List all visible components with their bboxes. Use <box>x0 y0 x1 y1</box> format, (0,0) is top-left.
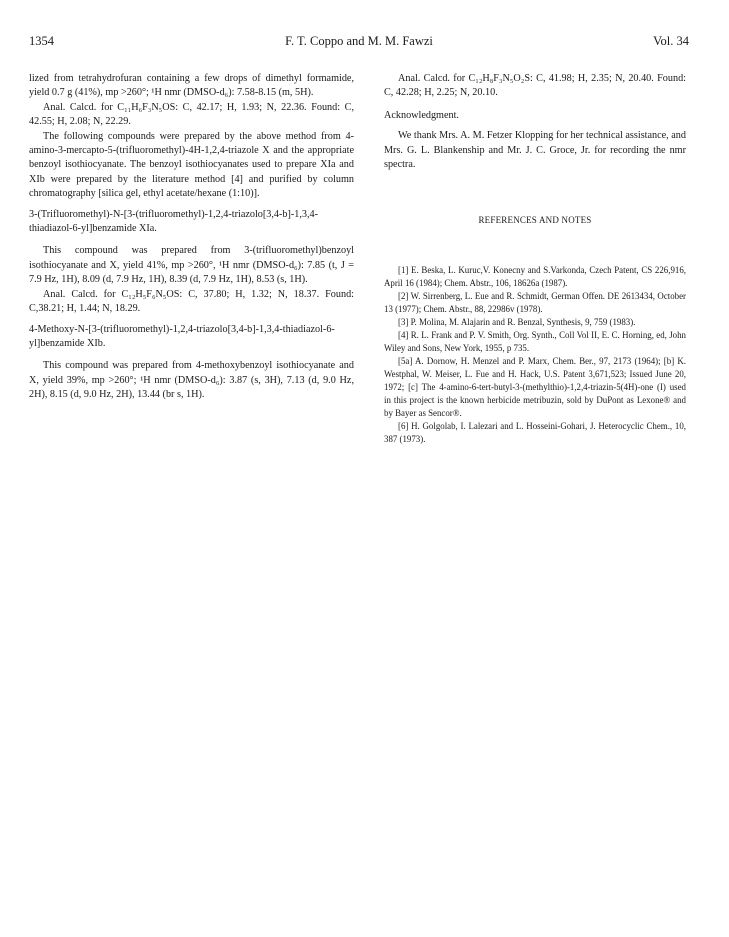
analysis-paragraph: Anal. Calcd. for C₁₁H₆F₃N₅OS: C, 42.17; H, 1.93; N, 22.36. Found: C, 42.55; H, 2.08; N, 22.29. <box>29 101 354 128</box>
paragraph: This compound was prepared from 3-(trifluoromethyl)benzoyl isothiocyanate and X, yield 41%, mp >260°, ¹H nmr (DMSO-d₆): 7.85 (t, J = 7.9 Hz, 1H), 8.09 (d, 7.9 Hz, 1H), 8.39 (d, 7.9 Hz, 1H), 8.53 (s, 1H). <box>29 245 354 286</box>
reference-item: [1] E. Beska, L. Kuruc,V. Konecny and S.Varkonda, Czech Patent, CS 226,916, April 16 (1984); Chem. Abstr., 106, 18626a (1987). <box>384 264 686 288</box>
reference-item: [6] H. Golgolab, I. Lalezari and L. Hosseini-Gohari, J. Heterocyclic Chem., 10, 387 (1973). <box>384 420 686 444</box>
running-header <box>29 34 689 54</box>
left-column <box>29 72 354 403</box>
volume-label: Vol. 34 <box>653 34 689 48</box>
paragraph: lized from tetrahydrofuran containing a few drops of dimethyl formamide, yield 0.7 g (41%), mp >260°; ¹H nmr (DMSO-d₆): 7.58-8.15 (m, 5H). <box>29 73 354 99</box>
reference-item: [4] R. L. Frank and P. V. Smith, Org. Synth., Coll Vol II, E. C. Horning, ed, John Wiley and Sons, New York, 1955, p 735. <box>384 329 686 353</box>
compound-title: 3-(Trifluoromethyl)-N-[3-(trifluoromethyl)-1,2,4-triazolo[3,4-b]-1,3,4-thiadiazol-6-yl]benzamide XIa. <box>29 208 319 235</box>
paragraph: This compound was prepared from 4-methoxybenzoyl isothiocyanate and X, yield 39%, mp >260°; ¹H nmr (DMSO-d₆): 3.87 (s, 3H), 7.13 (d, 9.0 Hz, 2H), 8.15 (d, 9.0 Hz, 2H), 13.44 (br s, 1H). <box>29 360 354 401</box>
analysis-paragraph: Anal. Calcd. for C₁₂H₅F₆N₅OS: C, 37.80; H, 1.32; N, 18.37. Found: C,38.21; H, 1.44; N, 18.29. <box>29 288 354 315</box>
reference-item: [2] W. Sirrenberg, L. Eue and R. Schmidt, German Offen. DE 2613434, October 13 (1977); Chem. Abstr., 88, 22986v (1978). <box>384 290 686 314</box>
reference-item: [5a] A. Dornow, H. Menzel and P. Marx, Chem. Ber., 97, 2173 (1964); [b] K. Westphal, W. Meiser, L. Fue and H. Hack, U.S. Patent 3,671,523; Issued June 20, 1972; [c] The 4-amino-6-tert-butyl-3-(methylthio)-1,2,4-triazin-5(4H)-one (I) used in this project is the known herbicide metribuzin, sold by DuPont as Lexone® and by Bayer as Sencor®. <box>384 355 686 418</box>
acknowledgment-text: We thank Mrs. A. M. Fetzer Klopping for her technical assistance, and Mrs. G. L. Blankenship and Mr. J. C. Groce, Jr. for recording the nmr spectra. <box>384 130 686 171</box>
compound-title: 4-Methoxy-N-[3-(trifluoromethyl)-1,2,4-triazolo[3,4-b]-1,3,4-thiadiazol-6-yl]benzamide XIb. <box>29 323 335 349</box>
running-authors: F. T. Coppo and M. M. Fawzi <box>285 34 433 48</box>
right-column <box>384 72 686 446</box>
acknowledgment-heading: Acknowledgment. <box>384 109 459 121</box>
paragraph: The following compounds were prepared by the above method from 4-amino-3-mercapto-5-(trifluoromethyl)-4H-1,2,4-triazole X and the appropriate benzoyl isothiocyanate. The benzoyl isothiocyanates used to prepare XIa and XIb were prepared by the literature method [4] and purified by column chromatography [silica gel, ethyl acetate/hexane (1:10)]. <box>29 130 354 200</box>
reference-item: [3] P. Molina, M. Alajarin and R. Benzal, Synthesis, 9, 759 (1983). <box>398 316 636 327</box>
page-number: 1354 <box>29 34 54 48</box>
analysis-paragraph: Anal. Calcd. for C₁₂H₈F₃N₅O₂S: C, 41.98; H, 2.35; N, 20.40. Found: C, 42.28; H, 2.25; N, 20.10. <box>384 73 686 99</box>
references-heading: REFERENCES AND NOTES <box>478 215 592 226</box>
